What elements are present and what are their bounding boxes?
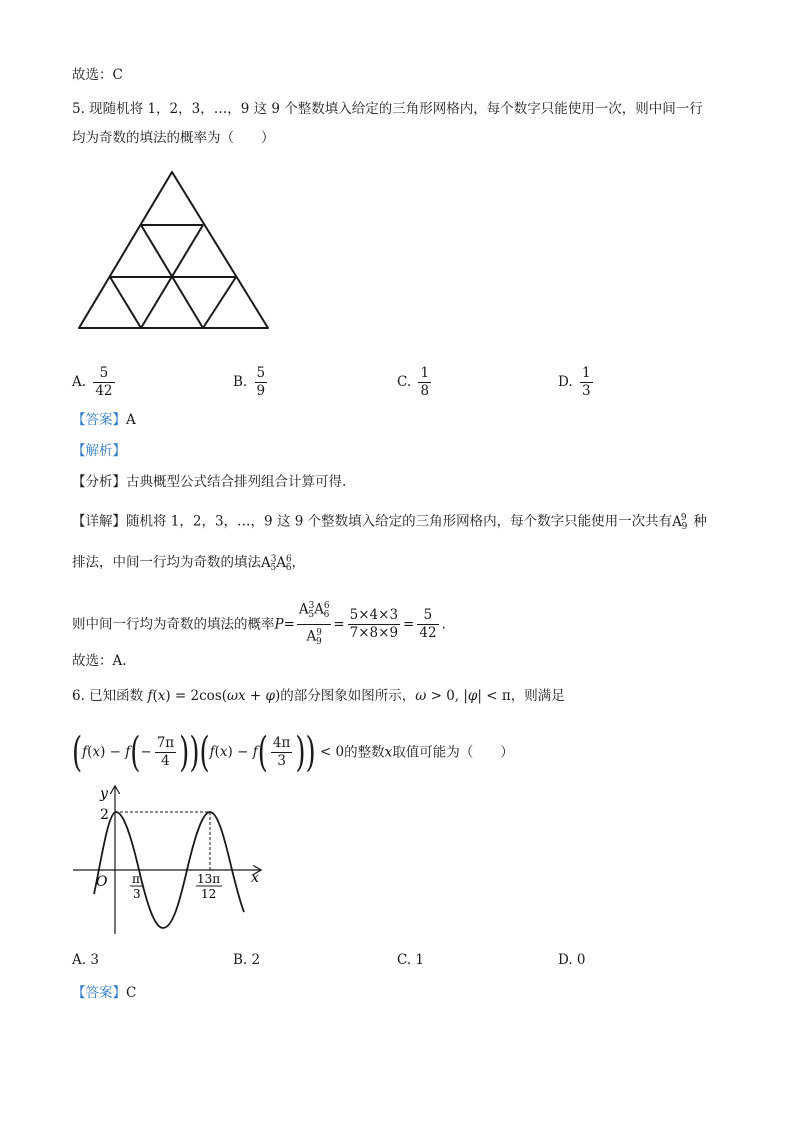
q6-option-a[interactable]: A. 3	[72, 952, 99, 968]
parameter-condition: ω > 0, |φ| < π	[415, 688, 511, 704]
q5-detail-line2: 排法，中间一行均为奇数的填法$A^3_5A^6_6$，	[72, 554, 305, 574]
q6-option-b[interactable]: B. 2	[233, 952, 261, 968]
q5-stem-line2: 均为奇数的填法的概率为（ ）	[72, 130, 275, 146]
origin-label: O	[96, 874, 108, 890]
q5-detail-line3: 则中间一行均为奇数的填法的概率P= $\frac{A^3_5A^6_6}{A^9_9}$ = $\frac{5\times 4\times 3}{7\times 8\times 9}$ = $\frac{5}{42}$ .	[72, 598, 446, 651]
q6-answer: 【答案】C	[72, 985, 137, 1001]
q5-detail-line1: 【详解】随机将 1，2，3，…，9 这 9 个整数填入给定的三角形网格内，每个数字只能使用一次共有$A^9_9$ 种	[72, 513, 707, 533]
answer-tag: 【答案】	[72, 412, 126, 428]
q5-option-b[interactable]: B. $\frac{5}{9}$	[233, 365, 266, 399]
answer-tag: 【答案】	[72, 985, 126, 1001]
q5-answer: 【答案】A	[72, 412, 136, 428]
q5-triangle-grid	[76, 168, 271, 333]
tick1-denominator: 3	[133, 887, 141, 901]
q5-analysis-tag: 【解析】	[72, 443, 126, 459]
q5-stem-line1: 5. 现随机将 1，2，3，…，9 这 9 个整数填入给定的三角形网格内，每个数字只能使用一次，则中间一行	[72, 101, 703, 117]
q5-option-c[interactable]: C. $\frac{1}{8}$	[397, 365, 430, 399]
q6-option-c[interactable]: C. 1	[397, 952, 425, 968]
x-axis-label: x	[251, 870, 259, 886]
q5-option-d[interactable]: D. $\frac{1}{3}$	[558, 365, 591, 399]
q6-stem-line1: 6. 已知函数 f(x) = 2cos(ωx + φ)的部分图象如图所示，ω > 0, |φ| < π，则满足	[72, 688, 565, 704]
q6-cosine-graph	[70, 782, 270, 940]
q6-option-d[interactable]: D. 0	[558, 952, 586, 968]
tick1-numerator: π	[132, 872, 140, 886]
perm-a53-a66: $A^3_5A^6_6$	[261, 554, 292, 574]
max-value-label: 2	[100, 807, 109, 823]
q5-conclusion: 故选：A.	[72, 653, 127, 669]
q5-option-a[interactable]: A. $\frac{5}{42}$	[72, 365, 113, 399]
inequality-expression: (f(x) − f(− $\frac{7\pi}{4}$ ))(f(x) − f( $\frac{4\pi}{3}$ )) < 0	[72, 728, 345, 777]
function-definition: f(x) = 2cos(ωx + φ)	[147, 688, 281, 704]
prev-conclusion: 故选：C	[72, 67, 123, 83]
q5-fenxi: 【分析】古典概型公式结合排列组合计算可得.	[72, 474, 347, 490]
q6-stem-line2: (f(x) − f(− $\frac{7\pi}{4}$ ))(f(x) − f( $\frac{4\pi}{3}$ )) < 0的整数x取值可能为（ ）	[72, 728, 514, 777]
tick2-numerator: 13π	[197, 872, 221, 886]
y-axis-label: y	[100, 786, 108, 802]
tick2-denominator: 12	[201, 887, 217, 901]
perm-a99: $A^9_9$	[672, 513, 688, 533]
